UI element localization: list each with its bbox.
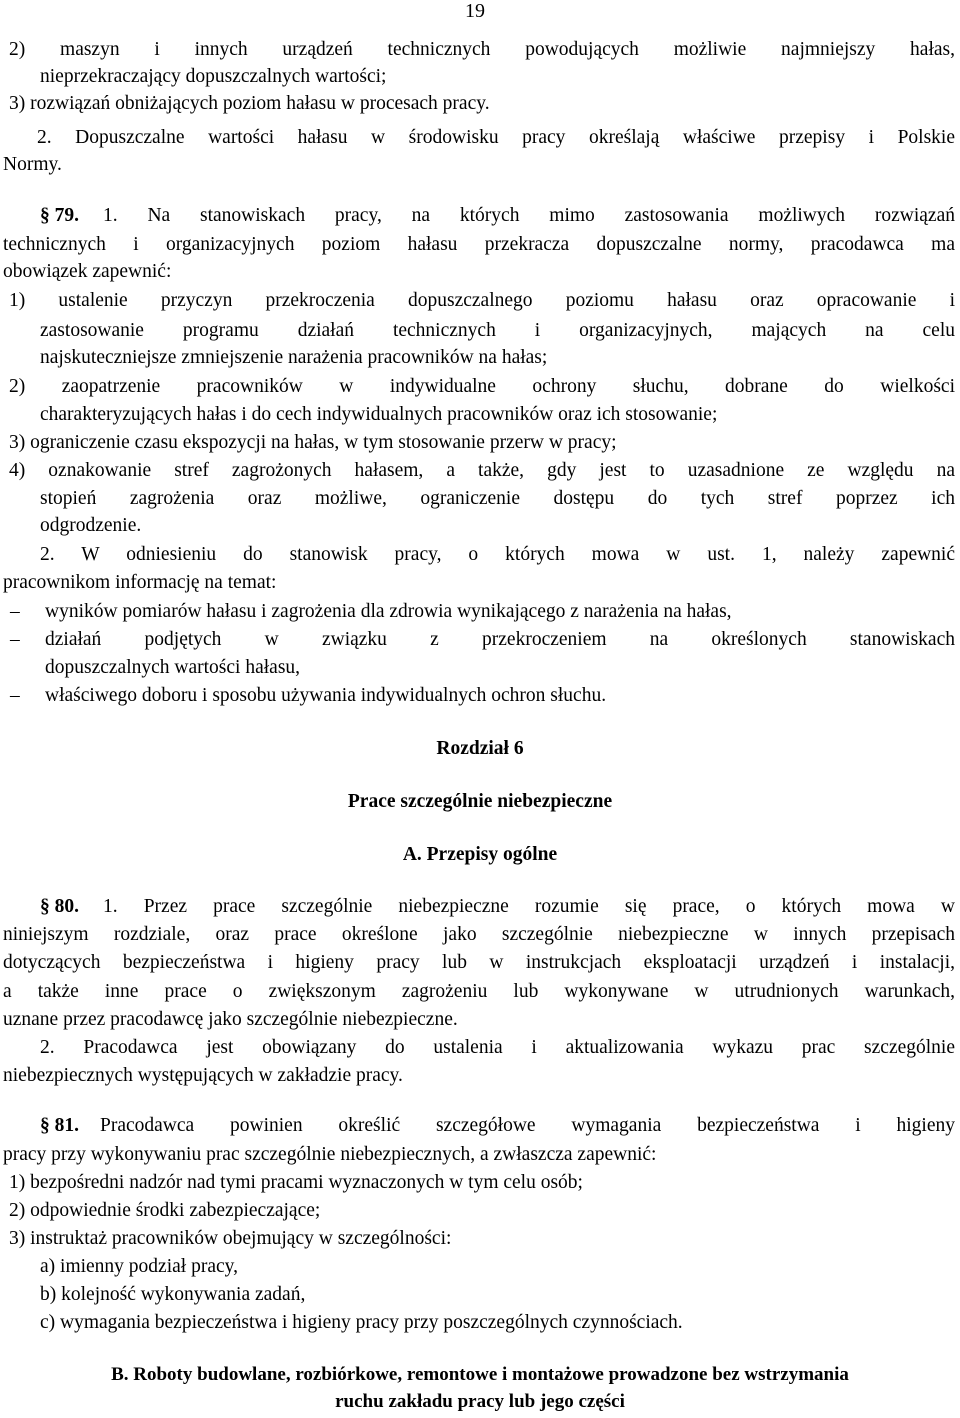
text-line: 2. Pracodawca jest obowiązany do ustalenia i aktualizowania wykazu prac szczególnie (40, 1037, 955, 1058)
text-line: c) wymagania bezpieczeństwa i higieny pracy przy poszczególnych czynnościach. (40, 1312, 683, 1333)
text-line: stopień zagrożenia oraz możliwe, ograniczenie dostępu do tych stref poprzez ich (40, 488, 955, 509)
text-line: a także inne prace o zwiększonym zagrożeniu lub wykonywane w utrudnionych warunkach, (3, 981, 955, 1002)
dash-bullet: – (10, 601, 20, 622)
text-line: pracy przy wykonywaniu prac szczególnie niebezpiecznych, a zwłaszcza zapewnić: (3, 1144, 657, 1165)
text-line: 2) maszyn i innych urządzeń technicznych powodujących możliwie najmniejszy hałas, (9, 39, 955, 60)
text-line: 4) oznakowanie stref zagrożonych hałasem, a także, gdy jest to uzasadnione ze względu na (9, 460, 955, 481)
section-heading: A. Przepisy ogólne (402, 844, 558, 865)
text-line: 1) bezpośredni nadzór nad tymi pracami wyznaczonych w tym celu osób; (9, 1172, 583, 1193)
chapter-heading: Rozdział 6 (436, 738, 524, 759)
text-line: działań podjętych w związku z przekroczeniem na określonych stanowiskach (45, 629, 955, 650)
text-line: wyników pomiarów hałasu i zagrożenia dla zdrowia wynikającego z narażenia na hałas, (45, 601, 732, 622)
text-line: odgrodzenie. (40, 515, 142, 536)
text-line: dotyczących bezpieczeństwa i higieny pracy lub w instrukcjach eksploatacji urządzeń i instalacji, (3, 952, 955, 973)
text-line: niebezpiecznych występujących w zakładzie pracy. (3, 1065, 403, 1086)
text-line: 2) odpowiednie środki zabezpieczające; (9, 1200, 321, 1221)
section-mark-81: § 81. (40, 1115, 79, 1136)
page-number: 19 (465, 0, 485, 22)
text-line: 3) instruktaż pracowników obejmujący w szczególności: (9, 1228, 452, 1249)
text-line: 1. Na stanowiskach pracy, na których mimo zastosowania możliwych rozwiązań (103, 205, 955, 226)
dash-bullet: – (10, 629, 20, 650)
dash-bullet: – (10, 685, 20, 706)
text-line: zastosowanie programu działań technicznych i organizacyjnych, mających na celu (40, 320, 955, 341)
section-heading: B. Roboty budowlane, rozbiórkowe, remontowe i montażowe prowadzone bez wstrzymania (111, 1364, 849, 1385)
section-heading: ruchu zakładu pracy lub jego części (335, 1391, 625, 1412)
text-line: nieprzekraczający dopuszczalnych wartości; (40, 66, 387, 87)
text-line: pracownikom informację na temat: (3, 572, 277, 593)
text-line: b) kolejność wykonywania zadań, (40, 1284, 306, 1305)
section-mark-80: § 80. (40, 896, 79, 917)
text-line: najskuteczniejsze zmniejszenie narażenia pracowników na hałas; (40, 347, 548, 368)
text-line: obowiązek zapewnić: (3, 261, 172, 282)
text-line: Pracodawca powinien określić szczegółowe wymagania bezpieczeństwa i higieny (100, 1115, 955, 1136)
text-line: niniejszym rozdziale, oraz prace określone jako szczególnie niebezpieczne w innych przepisach (3, 924, 955, 945)
section-mark-79: § 79. (40, 205, 79, 226)
text-line: uznane przez pracodawcę jako szczególnie niebezpieczne. (3, 1009, 458, 1030)
text-line: a) imienny podział pracy, (40, 1256, 238, 1277)
text-line: technicznych i organizacyjnych poziom hałasu przekracza dopuszczalne normy, pracodawca ma (3, 234, 955, 255)
text-line: właściwego doboru i sposobu używania indywidualnych ochron słuchu. (45, 685, 607, 706)
text-line: 1. Przez prace szczególnie niebezpieczne rozumie się prace, o których mowa w (103, 896, 955, 917)
text-line: 2. Dopuszczalne wartości hałasu w środowisku pracy określają właściwe przepisy i Polskie (37, 127, 955, 148)
chapter-title: Prace szczególnie niebezpieczne (347, 791, 613, 812)
text-line: 3) rozwiązań obniżających poziom hałasu w procesach pracy. (9, 93, 490, 114)
text-line: charakteryzujących hałas i do cech indywidualnych pracowników oraz ich stosowanie; (40, 404, 718, 425)
text-line: 3) ograniczenie czasu ekspozycji na hałas, w tym stosowanie przerw w pracy; (9, 432, 617, 453)
text-line: 1) ustalenie przyczyn przekroczenia dopuszczalnego poziomu hałasu oraz opracowanie i (9, 290, 955, 311)
text-line: Normy. (3, 154, 62, 175)
text-line: dopuszczalnych wartości hałasu, (45, 657, 301, 678)
text-line: 2. W odniesieniu do stanowisk pracy, o których mowa w ust. 1, należy zapewnić (40, 544, 955, 565)
text-line: 2) zaopatrzenie pracowników w indywidualne ochrony słuchu, dobrane do wielkości (9, 376, 955, 397)
